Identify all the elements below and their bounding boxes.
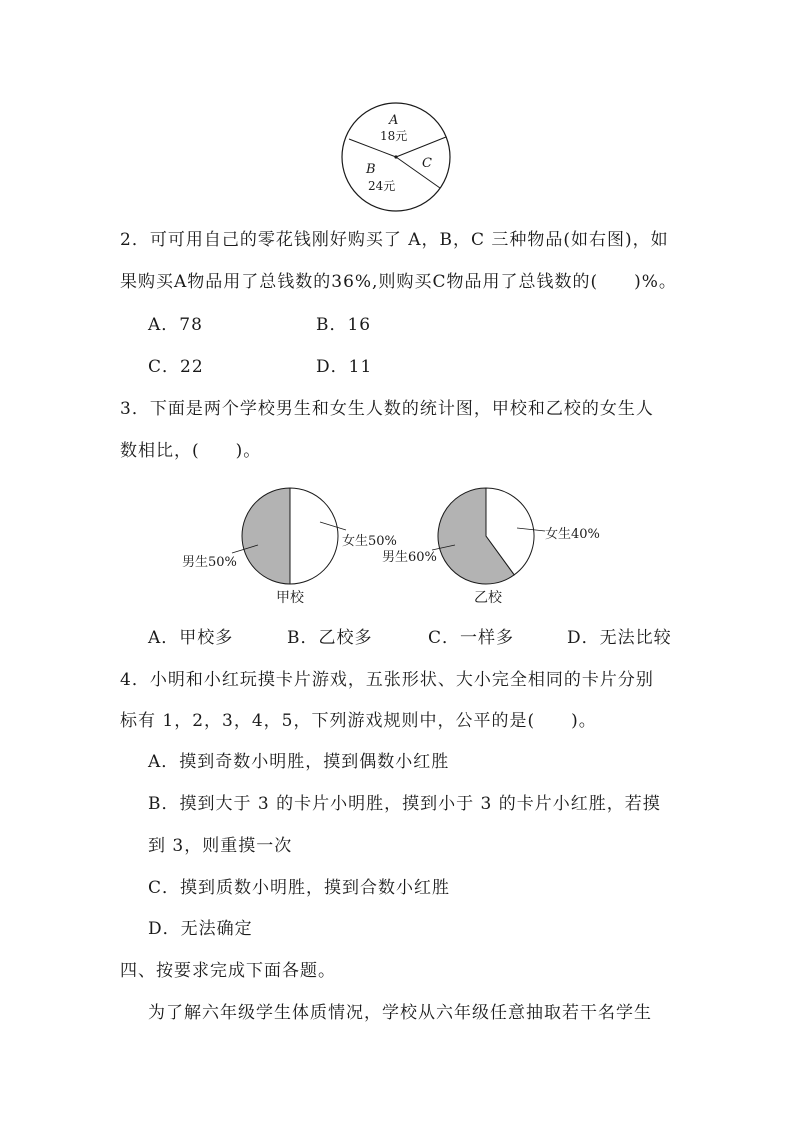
- label-b: B: [366, 162, 376, 177]
- q2-option-a: A．78: [148, 315, 203, 335]
- q2-line1: 2．可可用自己的零花钱刚好购买了 A，B，C 三种物品(如右图)，如: [120, 230, 669, 250]
- pie-left-male-slice: [242, 488, 290, 584]
- q4-line1: 4．小明和小红玩摸卡片游戏，五张形状、大小完全相同的卡片分别: [120, 670, 654, 690]
- q2-option-c: C．22: [148, 357, 204, 377]
- q2-option-b: B．16: [316, 315, 372, 335]
- q3-option-a: A．甲校多: [148, 628, 234, 648]
- section4-heading: 四、按要求完成下面各题。: [120, 961, 336, 981]
- pie-left-female-slice: [290, 488, 338, 584]
- label-a: A: [389, 113, 399, 128]
- q4-option-d: D．无法确定: [148, 919, 253, 939]
- value-b: 24元: [368, 179, 396, 193]
- q4-option-a: A．摸到奇数小明胜，摸到偶数小红胜: [148, 752, 450, 772]
- pie-left-female-label: 女生50%: [342, 534, 397, 549]
- q2-option-d: D．11: [316, 357, 373, 377]
- q3-option-b: B．乙校多: [287, 628, 373, 648]
- pie-left-title: 甲校: [276, 590, 304, 606]
- pie-right-female-label: 女生40%: [545, 527, 600, 542]
- value-a: 18元: [380, 129, 408, 143]
- q4-option-c: C．摸到质数小明胜，摸到合数小红胜: [148, 878, 451, 898]
- pie-left-male-label: 男生50%: [182, 555, 237, 570]
- q2-line2: 果购买A物品用了总钱数的36%,则购买C物品用了总钱数的( )%。: [120, 272, 677, 292]
- q3-option-d: D．无法比较: [567, 628, 672, 648]
- q4-option-b-line2: 到 3，则重摸一次: [148, 836, 293, 856]
- q4-line2: 标有 1，2，3，4，5，下列游戏规则中，公平的是( )。: [120, 711, 597, 731]
- label-c: C: [422, 156, 432, 171]
- q3-line2: 数相比，( )。: [120, 441, 262, 461]
- section4-paragraph: 为了解六年级学生体质情况，学校从六年级任意抽取若干名学生: [148, 1003, 652, 1023]
- pie-right-male-label: 男生60%: [382, 550, 437, 565]
- q3-line1: 3．下面是两个学校男生和女生人数的统计图，甲校和乙校的女生人: [120, 399, 654, 419]
- q3-option-c: C．一样多: [428, 628, 515, 648]
- pie-right-title: 乙校: [474, 590, 502, 606]
- q4-option-b-line1: B．摸到大于 3 的卡片小明胜，摸到小于 3 的卡片小红胜，若摸: [148, 794, 661, 814]
